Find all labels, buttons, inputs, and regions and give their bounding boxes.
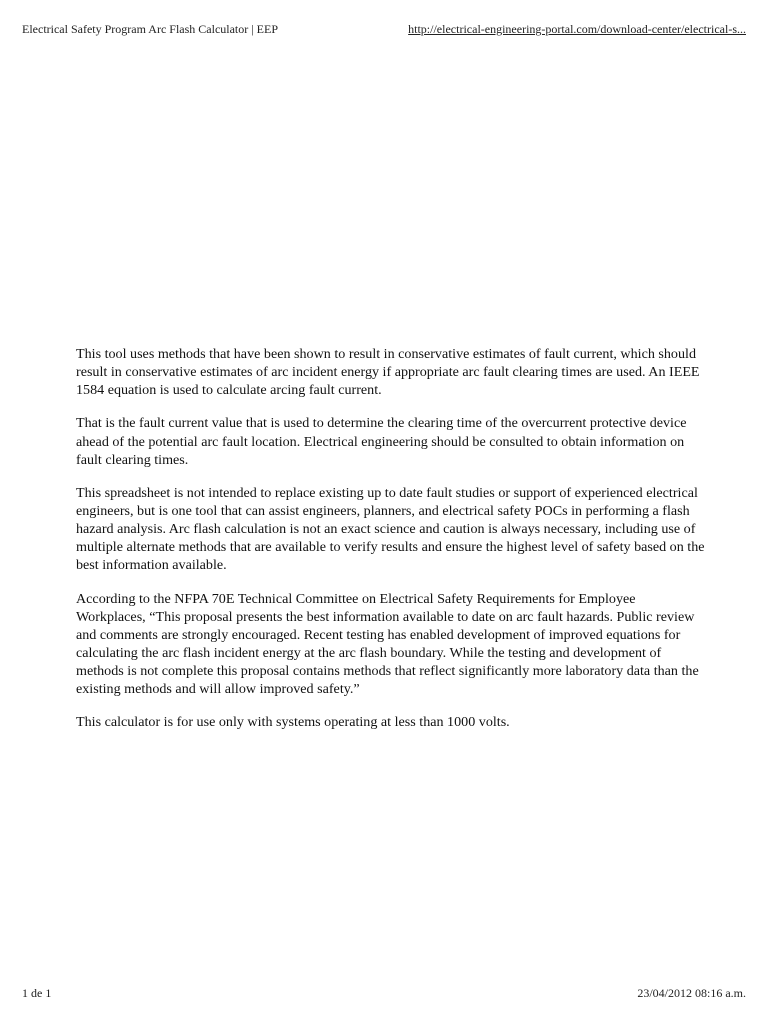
paragraph-voltage-limit: This calculator is for use only with systems operating at less than 1000 volts. [76, 714, 510, 731]
page-title: Electrical Safety Program Arc Flash Calculator | EEP [22, 22, 278, 36]
paragraph-clearing-time: That is the fault current value that is used to determine the clearing time of the overcurrent protective device ahead of the potential arc fault location. Electrical engineering should be consulted to obtain information on fault clearing times. [76, 415, 687, 468]
paragraph-fault-current-estimates: This tool uses methods that have been shown to result in conservative estimates of fault current, which should result in conservative estimates of arc incident energy if appropriate arc fault clearing times are used. An IEEE 1584 equation is used to calculate arcing fault current. [76, 346, 700, 399]
paragraph-nfpa-quote: According to the NFPA 70E Technical Committee on Electrical Safety Requirements for Employee Workplaces, “This proposal presents the best information available to date on arc fault hazards. Public review and comments are strongly encouraged. Recent testing has enabled development of improved equations for calculating the arc flash incident energy at the arc flash boundary. While the testing and development of methods is not complete this proposal contains methods that reflect significantly more laboratory data than the existing methods and will allow improved safety.” [76, 590, 699, 698]
paragraph-spreadsheet-disclaimer: This spreadsheet is not intended to replace existing up to date fault studies or support of experienced electrical engineers, but is one tool that can assist engineers, planners, and electrical safety POCs in performing a flash hazard analysis. Arc flash calculation is not an exact science and caution is always necessary, including use of multiple alternate methods that are available to verify results and ensure the highest level of safety based on the best information available. [76, 484, 705, 574]
page-url-link[interactable]: http://electrical-engineering-portal.com/download-center/electrical-s... [408, 22, 746, 36]
print-timestamp: 23/04/2012 08:16 a.m. [637, 986, 746, 1000]
page-url [408, 22, 746, 37]
article-body [76, 345, 708, 747]
page-number: 1 de 1 [22, 986, 52, 1000]
